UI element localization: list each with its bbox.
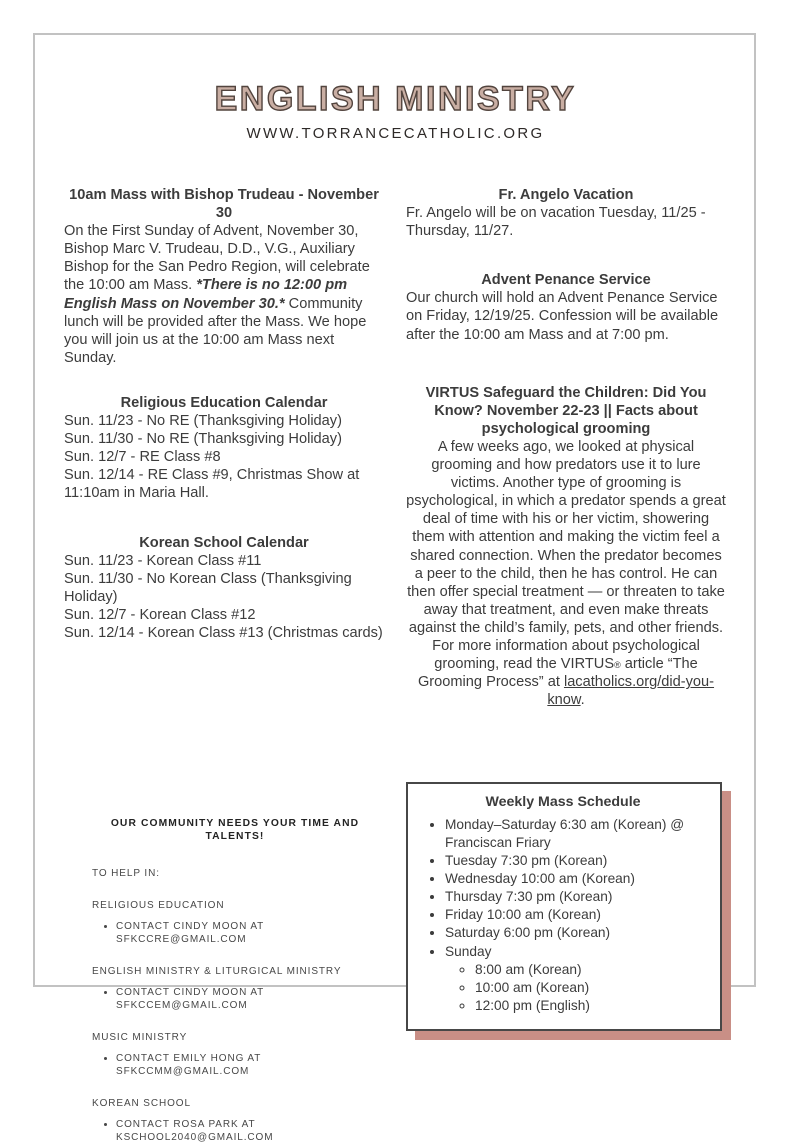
community-header: OUR COMMUNITY NEEDS YOUR TIME AND TALENTS! — [110, 818, 360, 843]
religious-education-list — [64, 412, 384, 502]
contact-list — [92, 986, 378, 1012]
mass-schedule-title: Weekly Mass Schedule — [485, 794, 641, 811]
contact-line: • CONTACT ROSA PARK AT KSCHOOL2040@GMAIL.COM — [116, 1118, 378, 1144]
list-item: Sun. 12/7 - Korean Class #12 — [64, 606, 256, 623]
contact-list — [92, 920, 378, 946]
section-virtus — [406, 384, 726, 710]
contact-line: • CONTACT EMILY HONG AT SFKCCMM@GMAIL.COM — [116, 1052, 378, 1078]
section-bishop-mass — [64, 186, 384, 367]
section-community-volunteers — [64, 817, 384, 1144]
volunteer-group-english-ministry — [92, 965, 378, 1012]
virtus-body — [406, 438, 726, 709]
vacation-body: Fr. Angelo will be on vacation Tuesday, 11/25 - Thursday, 11/27. — [406, 205, 706, 240]
korean-school-list — [64, 552, 384, 642]
sunday-mass-item: ◦ 12:00 pm (English) — [475, 997, 708, 1015]
weekly-mass-schedule-box — [406, 782, 722, 1030]
section-religious-education — [64, 394, 384, 503]
virtus-body-1: A few weeks ago, we looked at physical grooming and how predators use it to lure victims. Another type of grooming is psychological, in which a predator spends a great deal of time with his or her victim, showering them with attention and making the victim feel a shared connection. When the predator becomes a peer to the child, then he has control. He can then offer special treatment — or threaten to take away that treatment, and even make threats against the child’s family, pets, and other friends. For more information about psychological grooming, read the VIRTUS — [406, 438, 726, 673]
contact-line: • CONTACT CINDY MOON AT SFKCCEM@GMAIL.COM — [116, 986, 378, 1012]
sunday-mass-item: ◦ 10:00 am (Korean) — [475, 979, 708, 997]
left-column — [64, 186, 384, 1144]
group-name: MUSIC MINISTRY — [92, 1031, 188, 1043]
contact-list — [92, 1052, 378, 1078]
list-item: Sun. 12/7 - RE Class #8 — [64, 449, 221, 466]
group-name: RELIGIOUS EDUCATION — [92, 899, 225, 911]
page-title: ENGLISH MINISTRY — [214, 80, 577, 118]
mass-schedule-item: • Tuesday 7:30 pm (Korean) — [445, 852, 708, 870]
website-url: WWW.TORRANCECATHOLIC.ORG — [246, 125, 545, 142]
sunday-label: Sunday — [445, 943, 492, 959]
group-name: KOREAN SCHOOL — [92, 1097, 191, 1109]
list-item: Sun. 12/14 - Korean Class #13 (Christmas cards) — [64, 624, 383, 641]
bishop-mass-body-2: Community lunch will be provided after the Mass. We hope you will join us at the 10:00 am Mass next Sunday. — [64, 295, 367, 366]
section-korean-school — [64, 534, 384, 643]
bishop-mass-title: 10am Mass with Bishop Trudeau - November 30 — [69, 187, 379, 222]
mass-schedule-item: • Thursday 7:30 pm (Korean) — [445, 888, 708, 906]
penance-body: Our church will hold an Advent Penance Service on Friday, 12/19/25. Confession will be available after the 10:00 am Mass and at 7:00 pm. — [406, 290, 719, 343]
bishop-mass-body — [64, 222, 384, 367]
mass-schedule-item: • Wednesday 10:00 am (Korean) — [445, 870, 708, 888]
contact-list — [92, 1118, 378, 1144]
section-advent-penance — [406, 271, 726, 343]
bishop-mass-emphasis: *There is no 12:00 pm English Mass on November 30.* — [64, 277, 348, 312]
page-header — [0, 80, 791, 142]
mass-schedule-item: • Monday–Saturday 6:30 am (Korean) @ Franciscan Friary — [445, 816, 708, 852]
grooming-process-link[interactable]: lacatholics.org/did-you-know — [547, 674, 715, 709]
sunday-sub-list — [445, 961, 708, 1015]
mass-schedule-item: • Saturday 6:00 pm (Korean) — [445, 924, 708, 942]
section-fr-angelo-vacation — [406, 186, 726, 240]
mass-schedule-item: • Friday 10:00 am (Korean) — [445, 906, 708, 924]
bishop-mass-body-1: On the First Sunday of Advent, November 30, Bishop Marc V. Trudeau, D.D., V.G., Auxiliary Bishop for the San Pedro Region, will celebrate the 10:00 am Mass. — [64, 223, 370, 294]
volunteer-group-music-ministry — [92, 1031, 378, 1078]
vacation-title: Fr. Angelo Vacation — [498, 187, 634, 203]
list-item: Sun. 11/30 - No RE (Thanksgiving Holiday) — [64, 431, 342, 448]
registered-trademark-symbol: ® — [614, 660, 621, 671]
community-intro: TO HELP IN: — [92, 867, 160, 879]
virtus-body-3: . — [580, 692, 585, 709]
list-item: Sun. 11/23 - Korean Class #11 — [64, 552, 262, 569]
volunteer-group-korean-school — [92, 1097, 378, 1144]
list-item: Sun. 12/14 - RE Class #9, Christmas Show at 11:10am in Maria Hall. — [64, 467, 360, 502]
penance-title: Advent Penance Service — [481, 272, 651, 289]
virtus-body-2: article “The Grooming Process” at — [417, 656, 698, 691]
list-item: Sun. 11/30 - No Korean Class (Thanksgiving Holiday) — [64, 570, 352, 605]
religious-education-title: Religious Education Calendar — [120, 394, 328, 411]
mass-schedule-list — [418, 816, 708, 1015]
sunday-mass-item: ◦ 8:00 am (Korean) — [475, 961, 708, 979]
volunteer-group-religious-education — [92, 899, 378, 946]
korean-school-title: Korean School Calendar — [139, 534, 309, 551]
list-item: Sun. 11/23 - No RE (Thanksgiving Holiday) — [64, 413, 342, 430]
right-column — [406, 186, 726, 1031]
group-name: ENGLISH MINISTRY & LITURGICAL MINISTRY — [92, 965, 342, 977]
virtus-title: VIRTUS Safeguard the Children: Did You Know? November 22-23 || Facts about psychological grooming — [425, 384, 707, 437]
contact-line: • CONTACT CINDY MOON AT SFKCCRE@GMAIL.COM — [116, 920, 378, 946]
content-columns — [64, 186, 726, 1144]
mass-schedule-item-sunday — [445, 943, 708, 1015]
